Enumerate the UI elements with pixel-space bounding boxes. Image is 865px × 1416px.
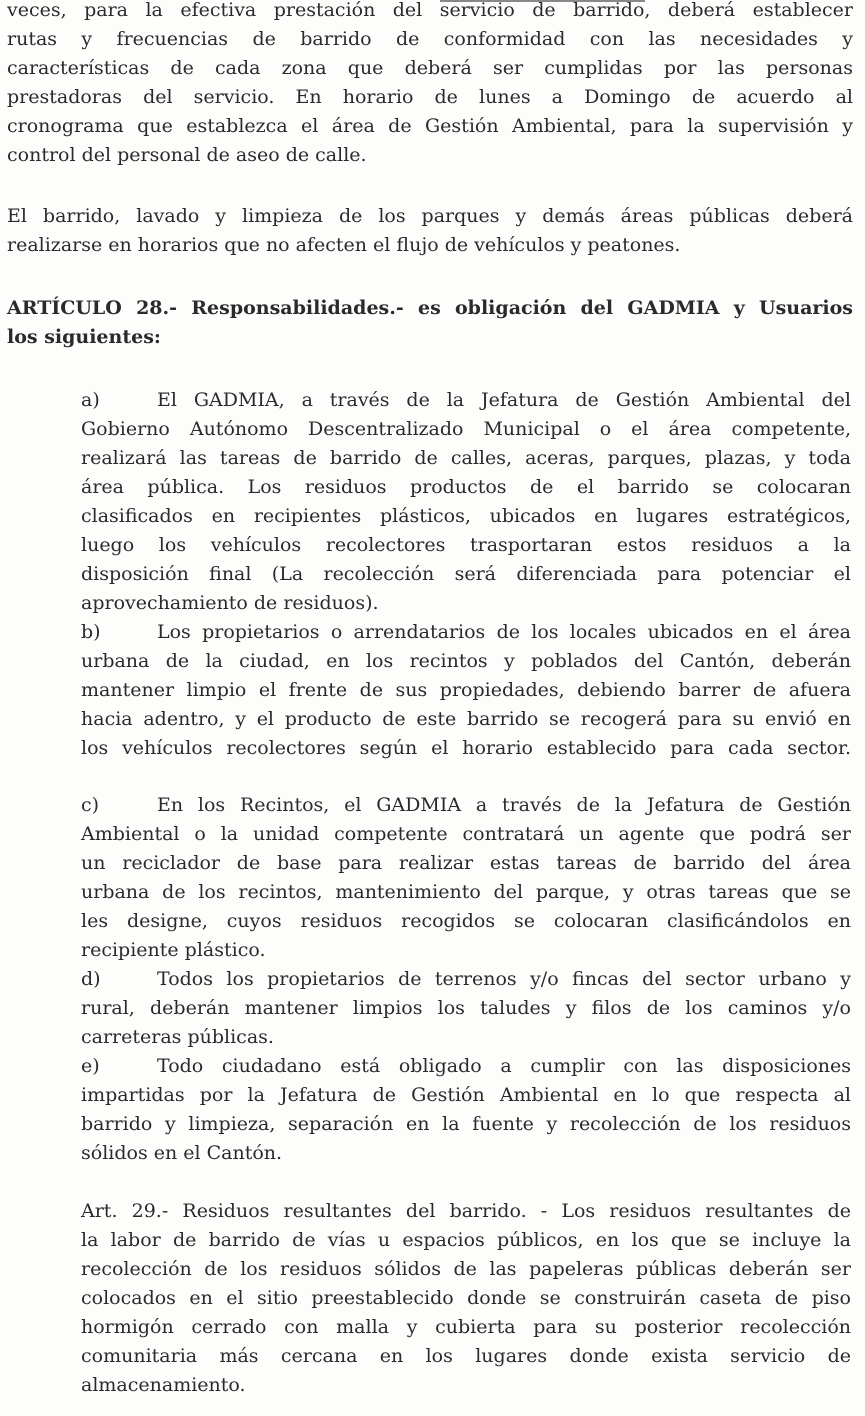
text-line: Ambiental o la unidad competente contratará un agente que podrá ser: [81, 823, 851, 845]
item-label: e): [81, 1055, 100, 1077]
item-text: Todo ciudadano está obligado a cumplir con las disposiciones: [157, 1055, 851, 1077]
text-line: Gobierno Autónomo Descentralizado Municipal o el área competente,: [81, 418, 851, 440]
item-label: a): [81, 389, 100, 411]
text-line: área pública. Los residuos productos de el barrido se colocaran: [81, 476, 851, 498]
text-line: colocados en el sitio preestablecido donde se construirán caseta de piso: [81, 1287, 851, 1309]
text-line: los vehículos recolectores según el horario establecido para cada sector.: [81, 737, 851, 759]
text-line: realizarse en horarios que no afecten el flujo de vehículos y peatones.: [7, 234, 681, 256]
item-label: c): [81, 794, 100, 816]
item-text: En los Recintos, el GADMIA a través de la Jefatura de Gestión: [157, 794, 851, 816]
text-line: rutas y frecuencias de barrido de conformidad con las necesidades y: [7, 28, 853, 50]
list-item-e: [81, 1052, 851, 1168]
text-line: rural, deberán mantener limpios los taludes y filos de los caminos y/o: [81, 997, 851, 1019]
text-line: [81, 791, 851, 820]
text-line: control del personal de aseo de calle.: [7, 144, 367, 166]
text-line: [81, 965, 851, 994]
list-item-a: [81, 386, 851, 618]
text-line: barrido y limpieza, separación en la fuente y recolección de los residuos: [81, 1113, 851, 1135]
text-line: [81, 386, 851, 415]
text-line: [81, 618, 851, 647]
text-line: realizará las tareas de barrido de calles, aceras, parques, plazas, y toda: [81, 447, 851, 469]
text-line: la labor de barrido de vías u espacios públicos, en los que se incluye la: [81, 1229, 851, 1251]
list-item-b: [81, 618, 851, 763]
text-line: Art. 29.- Residuos resultantes del barrido. - Los residuos resultantes de: [81, 1200, 851, 1222]
text-line: carreteras públicas.: [81, 1026, 274, 1048]
item-text: Todos los propietarios de terrenos y/o fincas del sector urbano y: [157, 968, 851, 990]
text-line: El barrido, lavado y limpieza de los parques y demás áreas públicas deberá: [7, 205, 853, 227]
intro-paragraph: [7, 0, 853, 170]
text-line: hormigón cerrado con malla y cubierta para su posterior recolección: [81, 1316, 851, 1338]
text-line: disposición final (La recolección será diferenciada para potenciar el: [81, 563, 851, 585]
heading-line: ARTÍCULO 28.- Responsabilidades.- es obligación del GADMIA y Usuarios: [7, 297, 853, 319]
text-line: mantener limpio el frente de sus propiedades, debiendo barrer de afuera: [81, 679, 851, 701]
text-line: características de cada zona que deberá ser cumplidas por las personas: [7, 57, 853, 79]
article-28-heading: [7, 294, 853, 352]
item-label: b): [81, 621, 101, 643]
text-line: clasificados en recipientes plásticos, ubicados en lugares estratégicos,: [81, 505, 851, 527]
text-line: un reciclador de base para realizar estas tareas de barrido del área: [81, 852, 851, 874]
item-label: d): [81, 968, 101, 990]
text-line: aprovechamiento de residuos).: [81, 592, 379, 614]
text-line: [81, 1052, 851, 1081]
text-line: hacia adentro, y el producto de este barrido se recogerá para su envió en: [81, 708, 851, 730]
text-line: impartidas por la Jefatura de Gestión Ambiental en lo que respecta al: [81, 1084, 851, 1106]
text-line: cronograma que establezca el área de Gestión Ambiental, para la supervisión y: [7, 115, 853, 137]
list-item-c: [81, 791, 851, 965]
item-text: Los propietarios o arrendatarios de los locales ubicados en el área: [157, 621, 851, 643]
text-line: recipiente plástico.: [81, 939, 266, 961]
text-line: recolección de los residuos sólidos de las papeleras públicas deberán ser: [81, 1258, 851, 1280]
list-item-d: [81, 965, 851, 1052]
text-line: les designe, cuyos residuos recogidos se colocaran clasificándolos en: [81, 910, 851, 932]
text-line: sólidos en el Cantón.: [81, 1142, 283, 1164]
text-line: urbana de la ciudad, en los recintos y poblados del Cantón, deberán: [81, 650, 851, 672]
parks-paragraph: [7, 202, 853, 260]
article-29-paragraph: [81, 1197, 851, 1400]
text-line: almacenamiento.: [81, 1374, 246, 1396]
text-line: prestadoras del servicio. En horario de lunes a Domingo de acuerdo al: [7, 86, 853, 108]
text-line: urbana de los recintos, mantenimiento del parque, y otras tareas que se: [81, 881, 851, 903]
text-line: comunitaria más cercana en los lugares donde exista servicio de: [81, 1345, 851, 1367]
text-line: veces, para la efectiva prestación del servicio de barrido, deberá establecer: [7, 0, 853, 21]
item-text: El GADMIA, a través de la Jefatura de Gestión Ambiental del: [157, 389, 851, 411]
text-line: luego los vehículos recolectores trasportaran estos residuos a la: [81, 534, 851, 556]
heading-line: los siguientes:: [7, 326, 161, 348]
